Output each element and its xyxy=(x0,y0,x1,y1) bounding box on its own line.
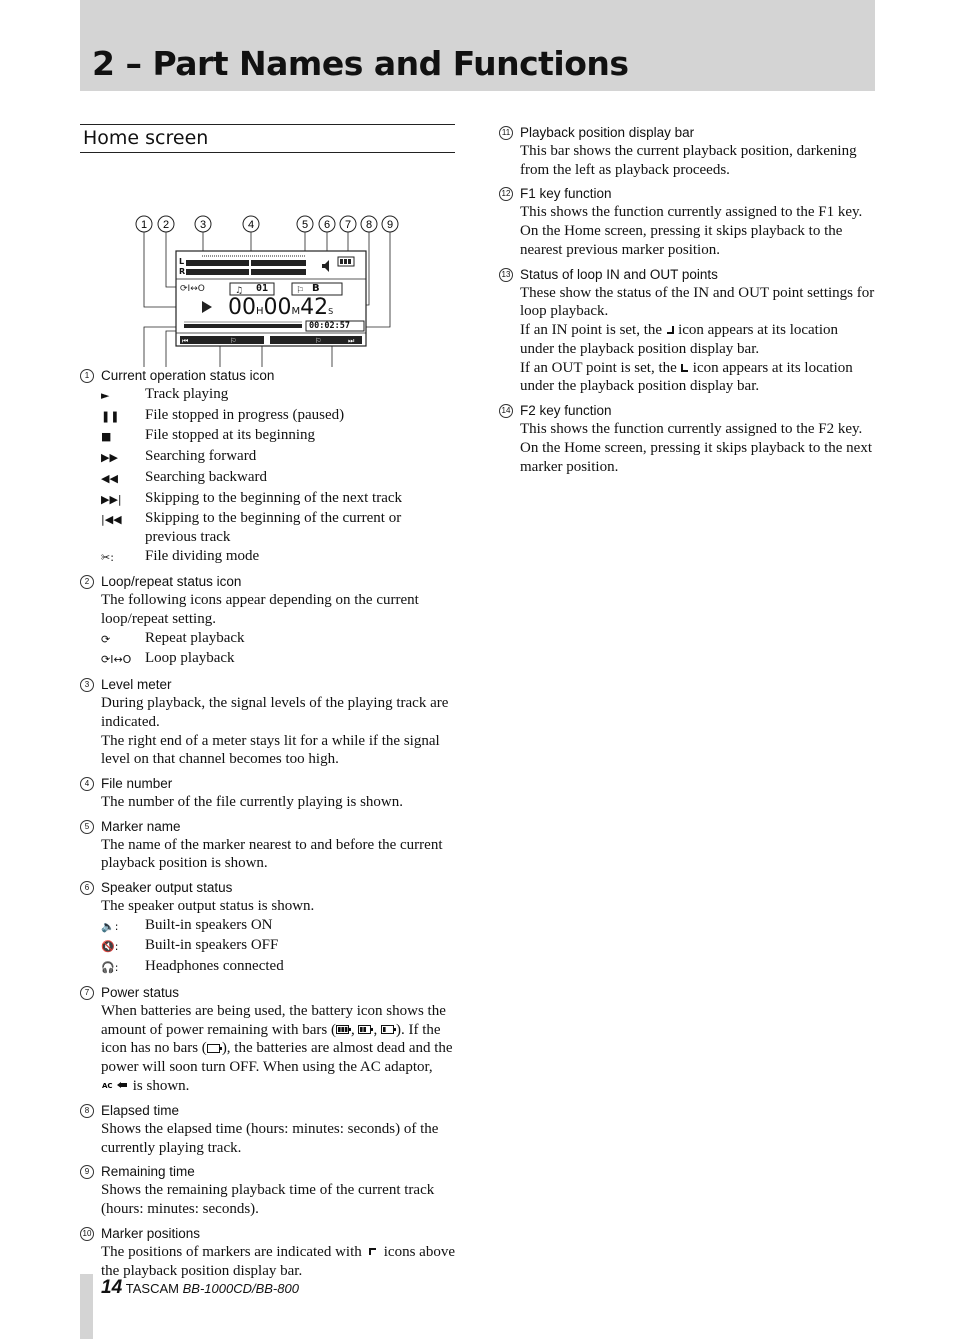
marker-icon xyxy=(362,1243,384,1262)
svg-text:1: 1 xyxy=(140,219,148,231)
description-list-left xyxy=(80,367,455,1280)
item-number: 4 xyxy=(80,777,94,791)
item-title: Remaining time xyxy=(101,1164,195,1180)
headphones-icon: 🎧: xyxy=(101,961,119,975)
icon-row xyxy=(101,385,455,406)
description-item xyxy=(499,402,875,476)
icon-row xyxy=(101,447,455,468)
callout-8 xyxy=(361,216,377,232)
ac-adaptor-icon xyxy=(101,1077,129,1096)
item-number: 6 xyxy=(80,881,94,895)
item-body-text: icon appears at its location under the playback position display bar. xyxy=(520,359,853,395)
item-body-text: If an IN point is set, the xyxy=(520,321,663,338)
description-item xyxy=(499,185,875,259)
item-body: These show the status of the IN and OUT point settings for loop playback. xyxy=(520,284,875,320)
icon-row xyxy=(101,936,455,957)
loop-icon: ⟳I↔O xyxy=(101,653,132,667)
item-body xyxy=(520,359,875,397)
item-body-text: If an OUT point is set, the xyxy=(520,359,677,376)
lcd-seconds: 42 xyxy=(300,295,329,320)
description-item xyxy=(80,1102,455,1157)
icon-row-text: Skipping to the beginning of the current or previous track xyxy=(145,510,402,545)
lcd-diagram-svg xyxy=(80,167,455,367)
lcd-meter-left-label: L xyxy=(179,257,185,266)
item-title: Loop/repeat status icon xyxy=(101,574,242,590)
section-heading xyxy=(80,124,455,153)
svg-text:⏮: ⏮ xyxy=(182,337,189,345)
speaker-off-icon: 🔇: xyxy=(101,940,119,954)
svg-text:⚐: ⚐ xyxy=(230,337,237,345)
svg-text:♫: ♫ xyxy=(235,286,244,296)
callout-2 xyxy=(158,216,174,232)
icon-row-text: Built-in speakers ON xyxy=(145,916,273,933)
svg-text:⏭: ⏭ xyxy=(348,337,355,345)
icon-row xyxy=(101,509,455,546)
item-title: Marker name xyxy=(101,818,181,834)
callout-6 xyxy=(319,216,335,232)
icon-row-text: Built-in speakers OFF xyxy=(145,937,279,954)
item-body-text: icons above the playback position display bar. xyxy=(101,1243,455,1279)
description-list-right xyxy=(499,124,875,476)
item-body: The number of the file currently playing is shown. xyxy=(101,793,404,810)
description-item xyxy=(80,1225,455,1281)
skip-prev-icon: |◀◀ xyxy=(101,513,122,527)
battery-icon xyxy=(358,1021,373,1040)
page-number: 14 xyxy=(101,1277,123,1298)
footer-model: BB-1000CD/BB-800 xyxy=(182,1281,299,1296)
lcd-minutes: 00 xyxy=(263,295,292,320)
right-column xyxy=(499,124,875,482)
item-number: 9 xyxy=(80,1165,94,1179)
play-icon: ► xyxy=(101,389,110,402)
item-body-text: is shown. xyxy=(132,1078,190,1095)
chapter-title: 2 – Part Names and Functions xyxy=(92,44,629,83)
pause-icon: ❚❚ xyxy=(101,409,120,423)
lcd-marker-name: B xyxy=(312,283,320,294)
item-number: 5 xyxy=(80,820,94,834)
icon-row xyxy=(101,629,455,650)
repeat-icon: ⟳ xyxy=(101,632,111,646)
item-body xyxy=(520,321,875,359)
fast-forward-icon: ▶▶ xyxy=(101,451,118,465)
icon-row-text: Searching forward xyxy=(145,448,257,465)
item-number: 7 xyxy=(80,986,94,1000)
icon-row-text: Track playing xyxy=(145,386,229,402)
item-number: 14 xyxy=(499,404,513,418)
battery-icon xyxy=(381,1021,396,1040)
svg-text:5: 5 xyxy=(301,219,309,231)
item-title: F1 key function xyxy=(520,186,612,202)
lcd-meter-right-label: R xyxy=(179,267,186,276)
item-body: This shows the function currently assigned to the F2 key. On the Home screen, pressing it skips playback to the next marker position. xyxy=(520,421,873,475)
item-title: Playback position display bar xyxy=(520,125,695,140)
icon-row-text: File stopped in progress (paused) xyxy=(145,406,345,423)
item-body: During playback, the signal levels of the playing track are indicated. xyxy=(101,695,449,730)
item-number: 8 xyxy=(80,1104,94,1118)
description-item xyxy=(80,367,455,567)
battery-icon xyxy=(336,1021,351,1040)
item-body xyxy=(101,1243,455,1281)
item-number: 10 xyxy=(80,1227,94,1241)
footer-brand: TASCAM xyxy=(125,1281,179,1296)
item-number: 11 xyxy=(499,126,513,140)
icon-row xyxy=(101,406,455,427)
item-body-text: icon appears at its location under the playback position display bar. xyxy=(520,321,839,357)
item-title: Elapsed time xyxy=(101,1103,180,1118)
item-body: The following icons appear depending on the current loop/repeat setting. xyxy=(101,592,419,628)
icon-row-text: File dividing mode xyxy=(145,547,260,564)
lcd-hours-unit: H xyxy=(256,306,264,317)
item-title: Status of loop IN and OUT points xyxy=(520,266,718,282)
item-body: Shows the remaining playback time of the current track (hours: minutes: seconds). xyxy=(101,1182,435,1218)
callout-5 xyxy=(297,216,313,232)
item-body: This bar shows the current playback position, darkening from the left as playback proceeds. xyxy=(520,143,857,178)
description-item xyxy=(80,573,455,670)
svg-text:2: 2 xyxy=(162,219,170,231)
rewind-icon: ◀◀ xyxy=(101,471,118,485)
svg-text:4: 4 xyxy=(247,219,255,231)
svg-text:⚐: ⚐ xyxy=(296,286,305,296)
lcd-file-number: 01 xyxy=(256,283,269,294)
item-number: 2 xyxy=(80,575,94,589)
icon-row-text: Loop playback xyxy=(145,650,235,667)
callout-4 xyxy=(243,216,259,232)
description-item xyxy=(80,1163,455,1218)
description-item xyxy=(80,676,455,769)
svg-text:⟳I↔O: ⟳I↔O xyxy=(180,284,205,294)
footer-band xyxy=(80,1274,93,1339)
item-body: Shows the elapsed time (hours: minutes: seconds) of the currently playing track. xyxy=(101,1121,439,1156)
description-item xyxy=(80,984,455,1096)
lcd-minutes-unit: M xyxy=(291,306,301,317)
svg-text:9: 9 xyxy=(386,219,394,231)
item-body: The speaker output status is shown. xyxy=(101,898,315,915)
icon-row xyxy=(101,468,455,489)
item-title: F2 key function xyxy=(520,403,612,419)
icon-row xyxy=(101,957,455,978)
svg-text:6: 6 xyxy=(323,219,331,231)
page-footer xyxy=(101,1277,299,1299)
description-item xyxy=(499,266,875,397)
icon-row-text: Searching backward xyxy=(145,468,268,485)
svg-text:8: 8 xyxy=(365,219,373,231)
description-item xyxy=(499,124,875,179)
icon-row xyxy=(101,426,455,447)
callout-7 xyxy=(340,216,356,232)
lcd-elapsed-time xyxy=(228,297,333,323)
svg-text:7: 7 xyxy=(344,219,352,231)
item-title: Current operation status icon xyxy=(101,368,275,383)
lcd-seconds-unit: S xyxy=(328,307,334,316)
item-number: 12 xyxy=(499,187,513,201)
item-title: Marker positions xyxy=(101,1225,201,1241)
item-title: Speaker output status xyxy=(101,880,233,896)
left-column xyxy=(80,124,455,1286)
item-number: 1 xyxy=(80,369,94,383)
item-title: Power status xyxy=(101,984,180,1000)
description-item xyxy=(80,879,455,978)
speaker-on-icon: 🔈: xyxy=(101,919,119,933)
svg-text:AC: AC xyxy=(102,1082,113,1091)
icon-row-text: Skipping to the beginning of the next track xyxy=(145,489,403,506)
item-body: The name of the marker nearest to and before the current playback position is shown. xyxy=(101,836,443,872)
callout-3 xyxy=(195,216,211,232)
svg-text:⚐: ⚐ xyxy=(315,337,322,345)
section-title: Home screen xyxy=(83,127,209,149)
loop-out-icon xyxy=(677,359,693,378)
item-body-text: If the icon has no bars ( xyxy=(101,1021,441,1057)
item-body: This shows the function currently assigned to the F1 key. On the Home screen, pressing it skips playback to the nearest previous marker position. xyxy=(520,204,863,258)
item-title: Level meter xyxy=(101,677,172,693)
file-divide-icon: ✂: xyxy=(101,550,114,564)
description-item xyxy=(80,818,455,873)
icon-row xyxy=(101,489,455,510)
lcd-hours: 00 xyxy=(228,295,256,320)
item-body-text: When batteries are being used, the battery icon shows the amount of power remaining with bars ( xyxy=(101,1002,446,1038)
icon-row xyxy=(101,916,455,937)
icon-row-text: File stopped at its beginning xyxy=(145,427,315,444)
item-body-text: ). xyxy=(395,1021,405,1038)
skip-next-icon: ▶▶| xyxy=(101,492,122,506)
callout-9 xyxy=(382,216,398,232)
icon-row xyxy=(101,649,455,670)
icon-row xyxy=(101,547,455,568)
svg-text:3: 3 xyxy=(199,219,207,231)
stop-icon: ■ xyxy=(101,430,112,444)
item-title: File number xyxy=(101,775,173,791)
item-body-text: The positions of markers are indicated with xyxy=(101,1243,362,1260)
loop-in-icon xyxy=(662,321,678,340)
item-body: The right end of a meter stays lit for a while if the signal level on that channel becomes too high. xyxy=(101,732,440,768)
battery-icon xyxy=(207,1040,222,1059)
callout-1 xyxy=(136,216,152,232)
home-screen-diagram xyxy=(80,167,455,367)
icon-row-text: Headphones connected xyxy=(145,958,284,975)
item-number: 3 xyxy=(80,678,94,692)
lcd-remaining-time: 00:02:57 xyxy=(309,321,350,331)
item-number: 13 xyxy=(499,268,513,282)
description-item xyxy=(80,775,455,812)
item-body-text: ), the batteries are almost dead and the power will soon turn OFF. When using the AC adaptor, xyxy=(101,1040,453,1076)
icon-row-text: Repeat playback xyxy=(145,629,245,646)
item-body: When batteries are being used, the battery icon shows the amount of power remaining with bars ( , , ). If the icon has no bars ( ), the batteries are almost dead and the power will soon turn OFF. When using the AC adaptor, AC is shown. xyxy=(101,1002,453,1095)
